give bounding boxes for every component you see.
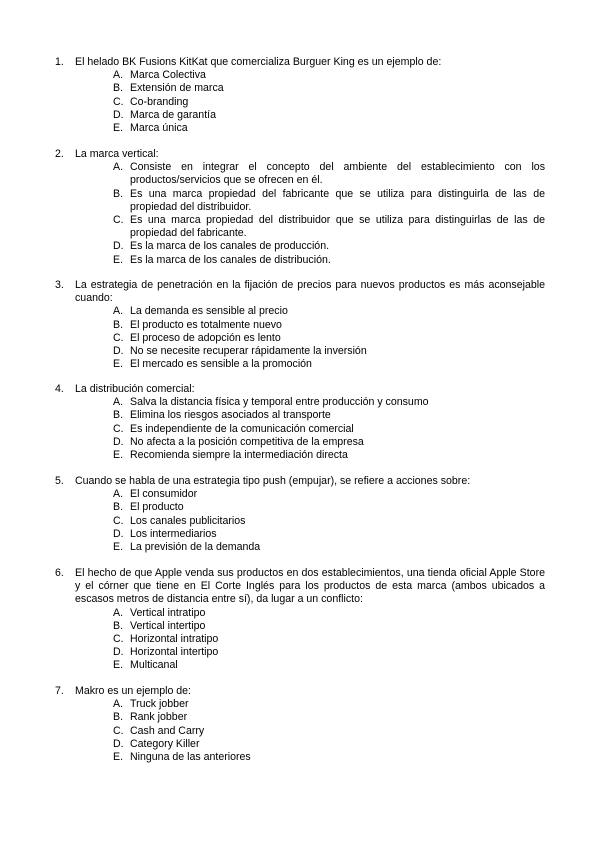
option-item <box>113 738 545 751</box>
option-text: El proceso de adopción es lento <box>130 331 281 344</box>
option-text: Horizontal intratipo <box>130 633 219 646</box>
question-number: 4. <box>55 383 64 395</box>
option-text: Category Killer <box>130 737 200 750</box>
option-text: Consiste en integrar el concepto del ambiente del establecimiento con los productos/servicios que se ofrecen en él. <box>130 161 545 187</box>
option-text: El consumidor <box>130 488 198 501</box>
option-letter: A. <box>113 305 124 318</box>
option-letter: B. <box>113 501 124 514</box>
options-list <box>113 305 545 371</box>
option-text: Cash and Carry <box>130 724 205 737</box>
question-header <box>55 279 545 305</box>
option-text: Vertical intratipo <box>130 606 206 619</box>
option-text: Marca de garantía <box>130 108 216 121</box>
option-item <box>113 332 545 345</box>
option-item <box>113 69 545 82</box>
option-text: Truck jobber <box>130 698 189 711</box>
question-text: La estrategia de penetración en la fijación de precios para nuevos productos es más aconsejable cuando: <box>75 279 545 305</box>
option-letter: B. <box>113 187 124 200</box>
option-letter: C. <box>113 633 124 646</box>
option-letter: B. <box>113 318 124 331</box>
option-item <box>113 161 545 187</box>
question-header <box>55 475 545 488</box>
option-text: Ninguna de las anteriores <box>130 751 251 764</box>
option-item <box>113 436 545 449</box>
option-letter: E. <box>113 751 124 764</box>
option-text: El producto es totalmente nuevo <box>130 318 282 331</box>
option-letter: C. <box>113 95 124 108</box>
option-item <box>113 82 545 95</box>
question-text: Makro es un ejemplo de: <box>75 685 192 697</box>
option-letter: D. <box>113 108 124 121</box>
option-item <box>113 109 545 122</box>
option-item <box>113 305 545 318</box>
option-item <box>113 725 545 738</box>
option-letter: C. <box>113 514 124 527</box>
option-item <box>113 620 545 633</box>
option-item <box>113 488 545 501</box>
option-letter: E. <box>113 659 124 672</box>
option-letter: B. <box>113 619 124 632</box>
question-4 <box>55 383 545 462</box>
option-letter: C. <box>113 422 124 435</box>
option-item <box>113 515 545 528</box>
question-number: 1. <box>55 56 64 68</box>
option-letter: D. <box>113 737 124 750</box>
option-text: Co-branding <box>130 95 189 108</box>
question-header <box>55 383 545 396</box>
option-text: Es una marca propiedad del fabricante que se utiliza para distinguirla de las de propiedad del distribuidor. <box>130 187 545 213</box>
option-letter: A. <box>113 69 124 82</box>
question-text: La marca vertical: <box>75 148 159 160</box>
option-item <box>113 254 545 267</box>
question-text: El hecho de que Apple venda sus productos en dos establecimientos, una tienda oficial Apple Store y el córner que tiene en El Corte Inglés para los productos de esta marca (ambos ubicados a escasos metros de distancia entre sí), da lugar a un conflicto: <box>75 567 545 606</box>
option-item <box>113 396 545 409</box>
option-item <box>113 633 545 646</box>
option-item <box>113 501 545 514</box>
options-list <box>113 161 545 267</box>
option-text: Salva la distancia física y temporal entre producción y consumo <box>130 396 429 409</box>
option-letter: C. <box>113 724 124 737</box>
option-item <box>113 122 545 135</box>
option-text: Marca única <box>130 122 188 135</box>
question-6 <box>55 567 545 673</box>
option-letter: C. <box>113 331 124 344</box>
option-text: No afecta a la posición competitiva de la empresa <box>130 435 364 448</box>
option-letter: E. <box>113 449 124 462</box>
option-text: Rank jobber <box>130 711 188 724</box>
question-text: La distribución comercial: <box>75 383 195 395</box>
option-item <box>113 345 545 358</box>
question-header <box>55 148 545 161</box>
option-text: Es la marca de los canales de distribución. <box>130 253 331 266</box>
option-item <box>113 449 545 462</box>
option-item <box>113 423 545 436</box>
question-header <box>55 567 545 607</box>
option-item <box>113 528 545 541</box>
option-letter: B. <box>113 409 124 422</box>
option-letter: A. <box>113 161 124 174</box>
option-text: Recomienda siempre la intermediación directa <box>130 449 348 462</box>
question-header <box>55 56 545 69</box>
question-header <box>55 685 545 698</box>
question-number: 2. <box>55 148 64 160</box>
question-number: 6. <box>55 567 64 579</box>
option-item <box>113 319 545 332</box>
option-text: La demanda es sensible al precio <box>130 305 288 318</box>
option-text: La previsión de la demanda <box>130 541 261 554</box>
question-2 <box>55 148 545 267</box>
question-text: Cuando se habla de una estrategia tipo push (empujar), se refiere a acciones sobre: <box>75 475 471 487</box>
option-text: Horizontal intertipo <box>130 646 219 659</box>
option-letter: D. <box>113 527 124 540</box>
option-letter: A. <box>113 606 124 619</box>
question-text: El helado BK Fusions KitKat que comercializa Burguer King es un ejemplo de: <box>75 56 442 68</box>
option-item <box>113 214 545 240</box>
option-letter: D. <box>113 435 124 448</box>
options-list <box>113 396 545 462</box>
option-item <box>113 711 545 724</box>
option-text: Marca Colectiva <box>130 69 206 82</box>
option-item <box>113 698 545 711</box>
question-number: 5. <box>55 475 64 487</box>
option-item <box>113 240 545 253</box>
option-letter: C. <box>113 214 124 227</box>
option-letter: E. <box>113 253 124 266</box>
option-text: Multicanal <box>130 659 178 672</box>
option-item <box>113 96 545 109</box>
option-letter: B. <box>113 711 124 724</box>
question-1 <box>55 56 545 135</box>
option-item <box>113 607 545 620</box>
option-item <box>113 409 545 422</box>
options-list <box>113 69 545 135</box>
question-5 <box>55 475 545 554</box>
option-letter: D. <box>113 646 124 659</box>
option-text: Es una marca propiedad del distribuidor que se utiliza para distinguirlas de las de propiedad del fabricante. <box>130 214 545 240</box>
option-letter: D. <box>113 345 124 358</box>
option-item <box>113 646 545 659</box>
option-letter: A. <box>113 698 124 711</box>
option-text: No se necesite recuperar rápidamente la inversión <box>130 345 367 358</box>
option-letter: B. <box>113 82 124 95</box>
option-text: Extensión de marca <box>130 82 224 95</box>
option-letter: D. <box>113 240 124 253</box>
option-text: Los canales publicitarios <box>130 514 246 527</box>
option-text: Los intermediarios <box>130 527 217 540</box>
question-number: 3. <box>55 279 64 291</box>
option-item <box>113 541 545 554</box>
option-text: Vertical intertipo <box>130 619 206 632</box>
options-list <box>113 607 545 673</box>
option-letter: A. <box>113 488 124 501</box>
option-item <box>113 751 545 764</box>
option-item <box>113 188 545 214</box>
option-text: El producto <box>130 501 184 514</box>
options-list <box>113 698 545 764</box>
option-letter: E. <box>113 122 124 135</box>
option-text: El mercado es sensible a la promoción <box>130 358 312 371</box>
option-item <box>113 659 545 672</box>
option-text: Es la marca de los canales de producción. <box>130 240 330 253</box>
options-list <box>113 488 545 554</box>
question-7 <box>55 685 545 764</box>
option-letter: A. <box>113 396 124 409</box>
question-3 <box>55 279 545 371</box>
option-letter: E. <box>113 358 124 371</box>
option-text: Elimina los riesgos asociados al transporte <box>130 409 331 422</box>
option-item <box>113 358 545 371</box>
option-letter: E. <box>113 541 124 554</box>
question-number: 7. <box>55 685 64 697</box>
option-text: Es independiente de la comunicación comercial <box>130 422 354 435</box>
